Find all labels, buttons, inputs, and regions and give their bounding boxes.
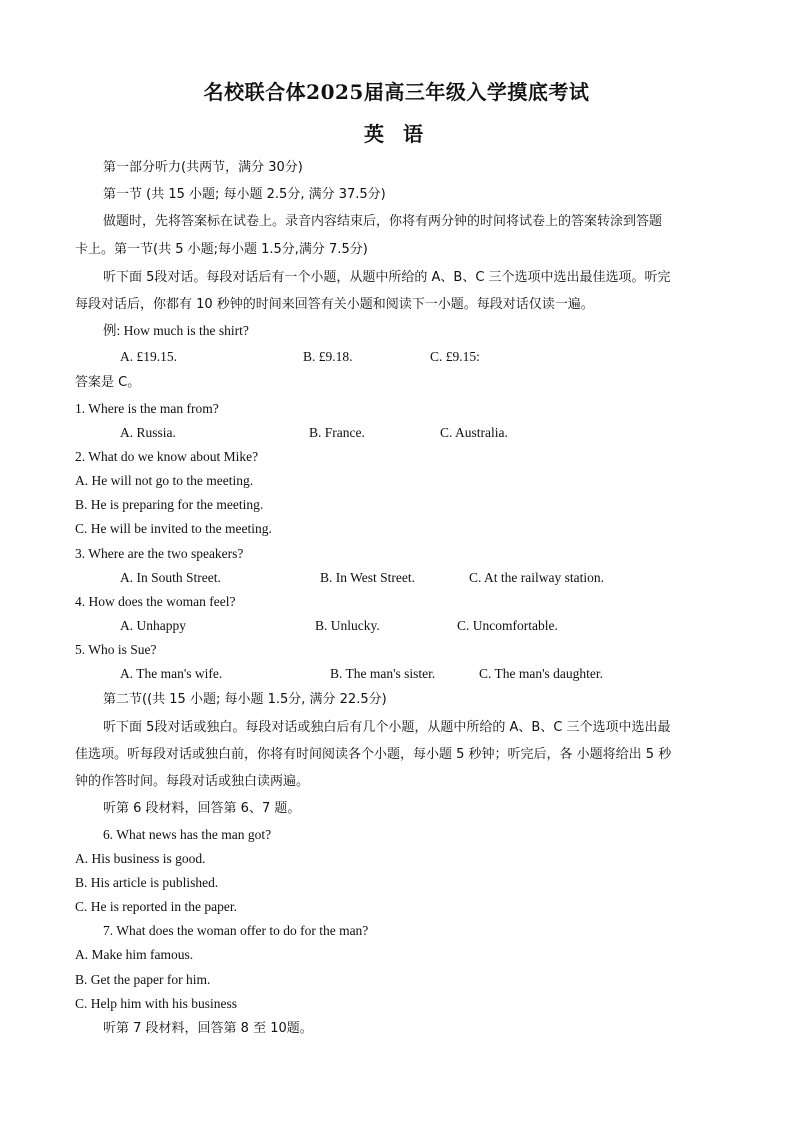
section2-heading: 第二节((共 15 小题; 每小题 1.5分, 满分 22.5分) <box>103 692 387 707</box>
instructions-line: 卡上。第一节(共 5 小题;每小题 1.5分,满分 7.5分) <box>75 242 368 257</box>
question-7-option-a: A. Make him famous. <box>75 947 194 962</box>
subject-title: 英 语 <box>364 122 429 146</box>
question-2-option-c: C. He will be invited to the meeting. <box>75 521 272 536</box>
section2-instructions: 听下面 5段对话或独白。每段对话或独白后有几个小题，从题中所给的 A、B、C 三个选项中选出最 <box>103 720 671 735</box>
question-7-option-b: B. Get the paper for him. <box>75 972 211 987</box>
section1-heading: 第一节 (共 15 小题; 每小题 2.5分, 满分 37.5分) <box>103 187 386 202</box>
question-5: 5. Who is Sue? <box>75 642 157 657</box>
exam-title: 名校联合体2025届高三年级入学摸底考试 <box>203 80 590 104</box>
part1-heading: 第一部分听力(共两节，满分 30分) <box>103 160 303 175</box>
question-3-option-c: C. At the railway station. <box>469 570 604 585</box>
question-4: 4. How does the woman feel? <box>75 594 236 609</box>
question-7: 7. What does the woman offer to do for the man? <box>103 923 369 938</box>
question-4-option-c: C. Uncomfortable. <box>457 618 558 633</box>
question-7-option-c: C. Help him with his business <box>75 996 238 1011</box>
example-option-a: A. £19.15. <box>120 349 177 364</box>
question-3: 3. Where are the two speakers? <box>75 546 244 561</box>
question-6-option-a: A. His business is good. <box>75 851 206 866</box>
question-2: 2. What do we know about Mike? <box>75 449 259 464</box>
question-4-option-a: A. Unhappy <box>120 618 186 633</box>
question-1-option-c: C. Australia. <box>440 425 508 440</box>
material-6-note: 听第 6 段材料，回答第 6、7 题。 <box>103 801 301 816</box>
section2-instructions: 钟的作答时间。每段对话或独白读两遍。 <box>75 774 310 789</box>
question-1-option-a: A. Russia. <box>120 425 176 440</box>
question-6: 6. What news has the man got? <box>103 827 272 842</box>
question-3-option-a: A. In South Street. <box>120 570 221 585</box>
question-2-option-a: A. He will not go to the meeting. <box>75 473 254 488</box>
question-1-option-b: B. France. <box>309 425 365 440</box>
question-5-option-c: C. The man's daughter. <box>479 666 604 681</box>
question-3-option-b: B. In West Street. <box>320 570 416 585</box>
example-question: 例: How much is the shirt? <box>103 323 249 338</box>
question-4-option-b: B. Unlucky. <box>315 618 380 633</box>
instructions-line: 每段对话后，你都有 10 秒钟的时间来回答有关小题和阅读下一小题。每段对话仅读一遍。 <box>75 297 594 312</box>
question-5-option-b: B. The man's sister. <box>330 666 436 681</box>
question-6-option-b: B. His article is published. <box>75 875 219 890</box>
example-answer: 答案是 C。 <box>75 375 141 390</box>
instructions-line: 做题时，先将答案标在试卷上。录音内容结束后，你将有两分钟的时间将试卷上的答案转涂到答题 <box>103 214 663 229</box>
section2-instructions: 佳选项。听每段对话或独白前，你将有时间阅读各个小题，每小题 5 秒钟；听完后，各 小题将给出 5 秒 <box>75 747 672 762</box>
example-option-c: C. £9.15: <box>430 349 480 364</box>
example-option-b: B. £9.18. <box>303 349 353 364</box>
question-1: 1. Where is the man from? <box>75 401 219 416</box>
instructions-line: 听下面 5段对话。每段对话后有一个小题，从题中所给的 A、B、C 三个选项中选出最佳选项。听完 <box>103 270 671 285</box>
question-5-option-a: A. The man's wife. <box>120 666 223 681</box>
question-2-option-b: B. He is preparing for the meeting. <box>75 497 264 512</box>
material-7-note: 听第 7 段材料，回答第 8 至 10题。 <box>103 1021 313 1036</box>
question-6-option-c: C. He is reported in the paper. <box>75 899 237 914</box>
